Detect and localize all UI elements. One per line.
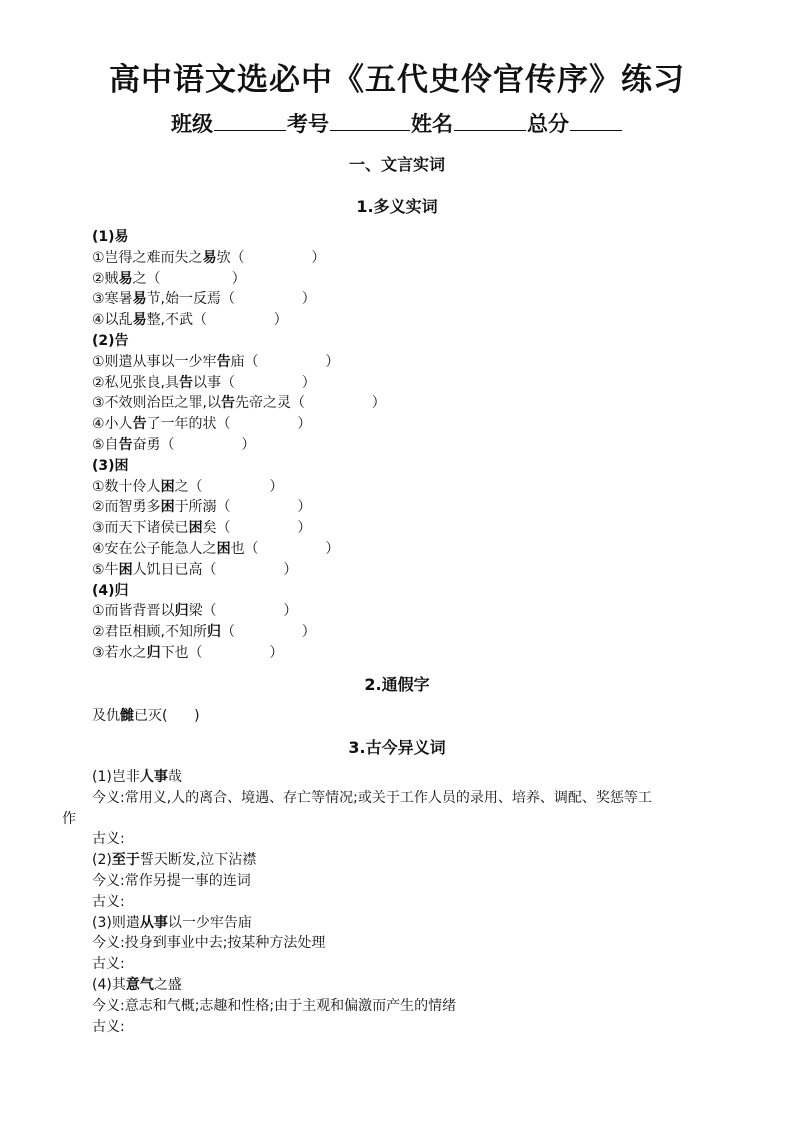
polysemy-list — [92, 227, 742, 664]
keyword: 易 — [132, 312, 147, 329]
close-paren: ） — [325, 353, 340, 370]
keyword: 困 — [216, 540, 231, 557]
polysemy-item — [92, 539, 742, 560]
close-paren: ） — [301, 624, 316, 641]
polysemy-item — [92, 622, 742, 643]
close-paren: ） — [297, 416, 312, 433]
close-paren: ） — [269, 644, 284, 661]
keyword: 困 — [188, 520, 203, 537]
answer-blank[interactable] — [245, 250, 312, 266]
item-text: ③寒暑 — [92, 291, 133, 308]
keyword: 告 — [221, 395, 236, 412]
name-blank[interactable] — [454, 108, 526, 131]
item-text: 于所溺（ — [174, 499, 231, 516]
close-paren: ） — [325, 540, 340, 557]
answer-blank[interactable] — [305, 395, 372, 411]
close-paren: ） — [231, 270, 246, 287]
item-text: 欤（ — [216, 249, 245, 266]
item-text: 整,不武（ — [146, 312, 208, 329]
ancient-meaning-answer[interactable]: 古义: — [92, 893, 125, 910]
polysemy-item — [92, 560, 742, 581]
polysemy-item — [92, 414, 742, 435]
polysemy-item — [92, 601, 742, 622]
item-text: 下也（ — [160, 644, 203, 661]
item-text: 梁（ — [188, 603, 217, 620]
close-paren: ） — [371, 395, 386, 412]
answer-blank[interactable] — [235, 624, 302, 640]
group-label: (2)告 — [92, 332, 129, 349]
item-text: ②君臣相顾,不知所 — [92, 624, 208, 641]
polysemy-item — [92, 310, 742, 331]
close-paren: ） — [269, 478, 284, 495]
answer-blank[interactable] — [259, 541, 326, 557]
item-text: ①岂得之难而失之 — [92, 249, 203, 266]
item-text: ②而智勇多 — [92, 499, 161, 516]
score-blank[interactable] — [570, 108, 622, 131]
gujin-list — [62, 767, 752, 1037]
item-text: 人饥日已高（ — [132, 561, 217, 578]
student-info-line — [0, 108, 794, 139]
close-paren: ） — [301, 374, 316, 391]
gujin-item-label: (2)至于誓天断发,泣下沾襟 — [92, 852, 257, 869]
polysemy-item — [92, 643, 742, 664]
close-paren: ） — [241, 436, 256, 453]
item-text: ①数十伶人 — [92, 478, 161, 495]
item-text: ③若水之 — [92, 644, 147, 661]
keyword: 困 — [160, 478, 175, 495]
answer-blank[interactable] — [203, 645, 270, 661]
answer-blank[interactable] — [161, 271, 232, 287]
keyword: 告 — [118, 436, 133, 453]
answer-blank[interactable] — [231, 416, 298, 432]
group-label: (3)困 — [92, 457, 129, 474]
group-label: (4)归 — [92, 582, 129, 599]
name-label: 姓名 — [411, 112, 453, 136]
close-paren: ） — [283, 603, 298, 620]
polysemy-item — [92, 269, 742, 290]
item-text: 奋勇（ — [132, 436, 175, 453]
polysemy-item — [92, 477, 742, 498]
polysemy-item — [92, 518, 742, 539]
tongjia-block — [92, 706, 752, 727]
answer-blank[interactable] — [231, 499, 298, 515]
number-blank[interactable] — [330, 108, 410, 131]
tongjia-item: 及仇雠已灭( ) — [92, 708, 200, 724]
keyword: 告 — [132, 416, 147, 433]
score-label: 总分 — [527, 112, 569, 136]
polysemy-item — [92, 289, 742, 310]
answer-blank[interactable] — [207, 312, 274, 328]
polysemy-item — [92, 373, 742, 394]
keyword: 归 — [207, 624, 222, 641]
keyword: 归 — [146, 644, 161, 661]
item-text: 以事（ — [193, 374, 236, 391]
answer-blank[interactable] — [235, 375, 302, 391]
modern-meaning: 今义:意志和气概;志趣和性格;由于主观和偏激而产生的情绪 — [92, 997, 457, 1014]
page-title: 高中语文选必中《五代史伶官传序》练习 — [109, 62, 685, 98]
item-text: ⑤牛 — [92, 561, 119, 578]
item-text: ③不效则治臣之罪,以 — [92, 395, 222, 412]
item-text: 先帝之灵（ — [235, 395, 306, 412]
polysemy-item — [92, 352, 742, 373]
keyword: 困 — [118, 561, 133, 578]
close-paren: ） — [297, 499, 312, 516]
keyword: 告 — [179, 374, 194, 391]
item-text: 矣（ — [202, 520, 231, 537]
modern-meaning: 今义:常作另提一事的连词 — [92, 872, 251, 889]
modern-meaning: 今义:常用义,人的离合、境遇、存亡等情况;或关于工作人员的录用、培养、调配、奖惩等工 — [92, 789, 652, 806]
keyword: 归 — [174, 603, 189, 620]
item-text: ①则遣从事以一少牢 — [92, 353, 217, 370]
item-text: 节,始一反焉（ — [146, 291, 236, 308]
answer-blank[interactable] — [167, 708, 194, 724]
item-text: ⑤自 — [92, 436, 119, 453]
section-heading-1: 一、文言实词 — [348, 155, 445, 174]
class-blank[interactable] — [214, 108, 286, 131]
keyword: 易 — [202, 249, 217, 266]
answer-blank[interactable] — [175, 437, 242, 453]
close-paren: ） — [301, 291, 316, 308]
polysemy-item — [92, 248, 742, 269]
close-paren: ） — [283, 561, 298, 578]
item-text: ④以乱 — [92, 312, 133, 329]
polysemy-item — [92, 435, 742, 456]
item-text: ③而天下诸侯已 — [92, 520, 189, 537]
answer-blank[interactable] — [235, 291, 302, 307]
item-text: ②贼 — [92, 270, 119, 287]
item-text: ④安在公子能急人之 — [92, 540, 217, 557]
group-label: (1)易 — [92, 229, 129, 245]
modern-meaning-continued: 作 — [62, 810, 76, 827]
item-text: ④小人 — [92, 416, 133, 433]
item-text: （ — [221, 624, 236, 641]
item-text: 之（ — [132, 270, 161, 287]
answer-blank[interactable] — [259, 354, 326, 370]
gujin-item-label: (3)则遣从事以一少牢告庙 — [92, 914, 252, 931]
answer-blank[interactable] — [231, 520, 298, 536]
polysemy-item — [92, 393, 742, 414]
keyword: 易 — [118, 270, 133, 287]
ancient-meaning-answer[interactable]: 古义: — [92, 831, 125, 848]
ancient-meaning-answer[interactable]: 古义: — [92, 1018, 125, 1035]
ancient-meaning-answer[interactable]: 古义: — [92, 956, 125, 973]
modern-meaning: 今义:投身到事业中去;按某种方法处理 — [92, 935, 326, 952]
item-text: 也（ — [230, 540, 259, 557]
subsection-heading-3: 3.古今异义词 — [348, 738, 446, 757]
answer-blank[interactable] — [217, 603, 284, 619]
answer-blank[interactable] — [203, 479, 270, 495]
subsection-heading-2: 2.通假字 — [364, 675, 430, 694]
item-text: 之（ — [174, 478, 203, 495]
keyword: 易 — [132, 291, 147, 308]
item-text: ②私见张良,具 — [92, 374, 180, 391]
class-label: 班级 — [171, 112, 213, 136]
keyword: 困 — [160, 499, 175, 516]
item-text: 庙（ — [230, 353, 259, 370]
gujin-item-label: (1)岂非人事哉 — [92, 769, 182, 785]
close-paren: ） — [311, 249, 326, 266]
polysemy-item — [92, 497, 742, 518]
close-paren: ） — [297, 520, 312, 537]
subsection-heading-1: 1.多义实词 — [356, 197, 438, 216]
keyword: 告 — [216, 353, 231, 370]
gujin-item-label: (4)其意气之盛 — [92, 976, 182, 993]
number-label: 考号 — [287, 112, 329, 136]
item-text: ①而皆背晋以 — [92, 603, 175, 620]
answer-blank[interactable] — [217, 562, 284, 578]
close-paren: ） — [273, 312, 288, 329]
item-text: 了一年的状（ — [146, 416, 231, 433]
